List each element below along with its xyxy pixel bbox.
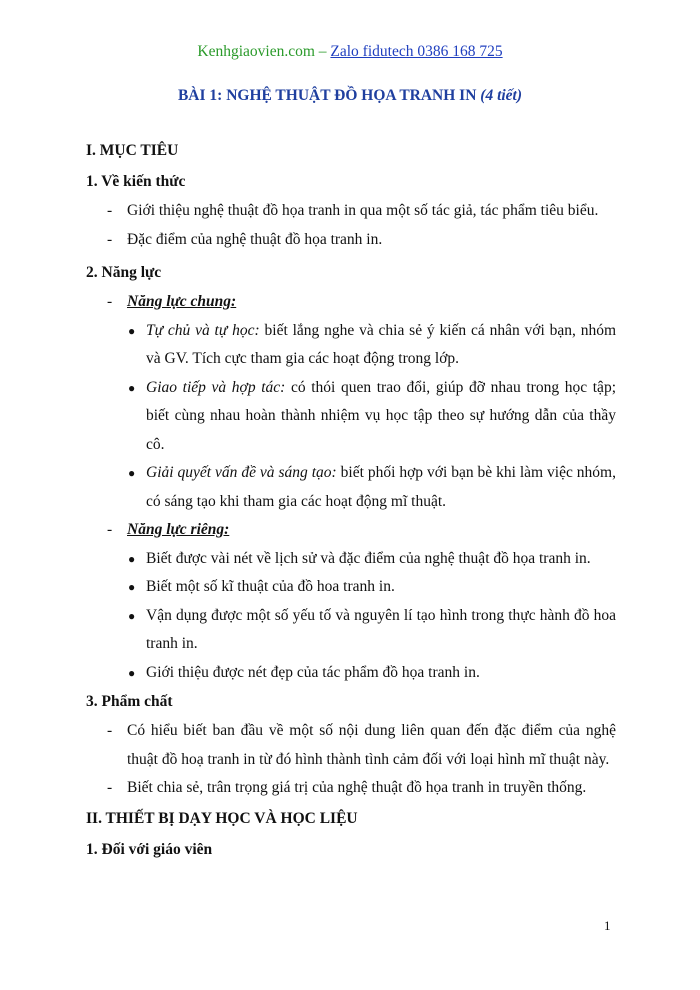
competence-heading: 2. Năng lực — [86, 264, 162, 281]
lesson-title-main: BÀI 1: NGHỆ THUẬT ĐỒ HỌA TRANH IN — [177, 87, 481, 104]
section-equipment-heading: II. THIẾT BỊ DẠY HỌC VÀ HỌC LIỆU — [86, 809, 358, 827]
page-number: 1 — [604, 918, 611, 933]
list-item: - Biết chia sẻ, trân trọng giá trị của nghệ thuật đồ họa tranh in truyền thống. — [86, 774, 616, 803]
list-item: ● Vận dụng được một số yếu tố và nguyên lí tạo hình trong thực hành đồ hoa tranh in. — [86, 602, 616, 659]
item-text: biết phối hợp với bạn bè khi làm việc nhóm, có sáng tạo khi tham gia các hoạt động mĩ thuật. — [146, 464, 616, 510]
quality-heading: 3. Phẩm chất — [86, 693, 173, 710]
list-item — [86, 317, 616, 374]
list-item — [86, 374, 616, 460]
general-competence-label: - Năng lực chung: — [86, 288, 616, 317]
list-item: ● Biết một số kĩ thuật của đồ hoa tranh in. — [86, 573, 616, 602]
site-name[interactable]: Kenhgiaovien.com — [197, 43, 315, 60]
lesson-title — [0, 87, 700, 105]
zalo-contact-link[interactable]: Zalo fidutech 0386 168 725 — [330, 43, 503, 60]
item-label: Giải quyết vấn đề và sáng tạo: — [146, 464, 337, 481]
list-item: ● Giới thiệu được nét đẹp của tác phẩm đồ họa tranh in. — [86, 659, 616, 688]
list-item: ● Biết được vài nét về lịch sử và đặc điểm của nghệ thuật đồ họa tranh in. — [86, 545, 616, 574]
knowledge-heading: 1. Về kiến thức — [86, 173, 186, 190]
section-objectives-heading: I. MỤC TIÊU — [86, 142, 179, 159]
specific-competence-label: - Năng lực riêng: — [86, 516, 616, 545]
document-body — [86, 135, 616, 865]
header-separator: – — [314, 43, 331, 60]
list-item: - Có hiểu biết ban đầu về một số nội dung liên quan đến đặc điểm của nghệ thuật đồ hoạ tranh in từ đó hình thành tình cảm đối với loại hình mĩ thuật này. — [86, 717, 616, 774]
item-text: biết lắng nghe và chia sẻ ý kiến cá nhân với bạn, nhóm và GV. Tích cực tham gia các hoạt động trong lớp. — [146, 321, 616, 367]
list-item — [86, 459, 616, 516]
page-header — [0, 43, 700, 61]
teacher-heading: 1. Đối với giáo viên — [86, 840, 213, 858]
list-item: - Đặc điểm của nghệ thuật đồ họa tranh in. — [86, 226, 616, 255]
item-text: có thói quen trao đổi, giúp đỡ nhau trong học tập; biết cùng nhau hoàn thành nhiệm vụ học tập theo sự hướng dẫn của thầy cô. — [146, 378, 616, 453]
item-label: Giao tiếp và hợp tác: — [146, 378, 286, 396]
list-item: - Giới thiệu nghệ thuật đồ họa tranh in qua một số tác giả, tác phẩm tiêu biểu. — [86, 197, 616, 226]
lesson-duration: (4 tiết) — [480, 87, 523, 104]
item-label: Tự chủ và tự học: — [146, 321, 260, 339]
